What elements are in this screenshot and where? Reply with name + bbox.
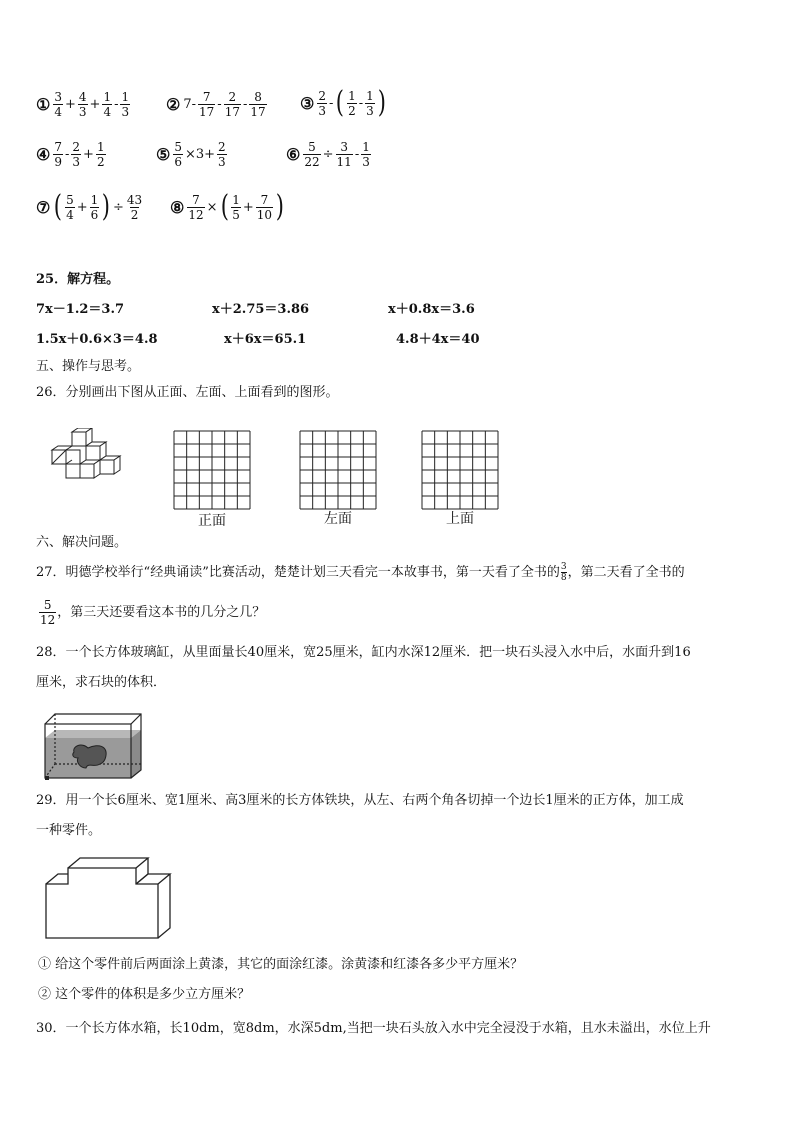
calc-expression-6 <box>286 140 372 169</box>
calc-expression-2 <box>166 90 268 119</box>
fraction-numerator: 2 <box>218 140 226 154</box>
fraction-denominator: 4 <box>103 105 112 119</box>
fraction-numerator: 1 <box>366 88 374 103</box>
fraction-denominator: 2 <box>96 155 105 169</box>
fraction <box>365 89 375 118</box>
q29-line-2: 一种零件。 <box>36 823 102 838</box>
left-view-grid <box>299 430 377 510</box>
q27-fraction-1-numerator: 3 <box>560 562 567 572</box>
fraction <box>120 90 130 119</box>
fraction-denominator: 9 <box>54 155 62 169</box>
fraction <box>361 140 371 169</box>
calc-number-1: ① <box>36 95 51 114</box>
front-view-grid <box>173 430 251 510</box>
fraction-numerator: 43 <box>126 192 143 207</box>
fraction <box>249 90 266 119</box>
fraction <box>256 193 273 222</box>
operator: - <box>242 97 248 112</box>
fraction <box>173 140 183 169</box>
parenthesis: ( <box>336 85 345 120</box>
q27-fraction-2-numerator: 5 <box>43 598 52 612</box>
q25-equation-2: x＋2.75＝3.86 <box>212 302 310 317</box>
q25-equation-3: x＋0.8x＝3.6 <box>388 302 475 317</box>
fraction-numerator: 1 <box>90 192 99 207</box>
q27-line-2 <box>38 598 265 627</box>
operator: - <box>114 97 119 112</box>
q25-equation-5: x＋6x＝65.1 <box>224 332 307 347</box>
fraction-numerator: 2 <box>228 90 237 104</box>
q25-title: 25．解方程。 <box>36 272 120 287</box>
operator: - <box>358 95 364 111</box>
fraction <box>78 90 88 119</box>
fraction-numerator: 5 <box>308 140 316 154</box>
calc-expression-8 <box>170 189 286 224</box>
operator: + <box>64 97 76 112</box>
parenthesis: ) <box>102 189 111 224</box>
fraction-denominator: 5 <box>232 207 240 222</box>
calc-expression-5 <box>156 140 228 169</box>
fraction-numerator: 7 <box>54 140 62 154</box>
q25-equation-4: 1.5x＋0.6×3＝4.8 <box>36 332 158 347</box>
fraction-numerator: 1 <box>96 140 105 154</box>
q27-text-part2: ，第二天看了全书的 <box>567 564 685 580</box>
fraction <box>303 140 320 169</box>
q29-line-1: 29．用一个长6厘米、宽1厘米、高3厘米的长方体铁块，从左、右两个角各切掉一个边长1厘米的正方体，加工成 <box>36 793 684 808</box>
fraction-numerator: 1 <box>121 90 130 104</box>
calc-number-3: ③ <box>300 93 315 113</box>
fraction <box>198 90 215 119</box>
fraction <box>231 193 241 222</box>
operator: - <box>354 147 360 162</box>
q27-line-1 <box>36 562 685 583</box>
operator: + <box>83 147 94 162</box>
parenthesis: ( <box>220 189 229 224</box>
operator: - <box>217 97 222 112</box>
fraction-denominator: 6 <box>90 207 99 222</box>
fraction-denominator: 3 <box>72 155 81 169</box>
fraction-denominator: 22 <box>304 155 320 169</box>
machined-part-figure <box>44 856 184 942</box>
glass-tank-figure <box>42 702 146 782</box>
calc-number-8: ⑧ <box>170 197 185 217</box>
operator: + <box>89 97 101 112</box>
fraction <box>102 90 112 119</box>
fraction-denominator: 3 <box>362 155 370 169</box>
calc-number-4: ④ <box>36 145 51 164</box>
q30-line-1: 30．一个长方体水箱，长10dm，宽8dm，水深5dm,当把一块石头放入水中完全浸没于水箱，且水未溢出，水位上升 <box>36 1021 711 1036</box>
fraction-denominator: 17 <box>224 105 240 119</box>
q27-fraction-2 <box>39 598 56 627</box>
q28-line-1: 28．一个长方体玻璃缸，从里面量长40厘米，宽25厘米，缸内水深12厘米．把一块石头浸入水中后，水面升到16 <box>36 645 691 660</box>
parenthesis: ) <box>275 189 285 224</box>
operator: ÷ <box>322 147 334 162</box>
fraction-numerator: 4 <box>78 90 87 104</box>
q27-text-part3: ，第三天还要看这本书的几分之几？ <box>57 604 266 620</box>
fraction-denominator: 3 <box>121 105 130 119</box>
operator: ×3+ <box>184 147 216 162</box>
q25-equation-6: 4.8＋4x＝40 <box>396 332 480 347</box>
calc-number-6: ⑥ <box>286 145 301 164</box>
fraction-numerator: 5 <box>174 140 182 154</box>
fraction-numerator: 1 <box>362 140 370 154</box>
operator: - <box>64 147 70 162</box>
operator: + <box>242 199 254 215</box>
fraction-denominator: 3 <box>366 103 374 118</box>
calc-expression-1 <box>36 90 131 119</box>
fraction-denominator: 2 <box>130 207 139 222</box>
fraction-numerator: 3 <box>54 90 62 104</box>
fraction <box>336 140 353 169</box>
q29-subquestion-2: ② 这个零件的体积是多少立方厘米？ <box>38 987 251 1002</box>
q27-fraction-2-denominator: 12 <box>40 613 56 627</box>
fraction-numerator: 2 <box>318 88 326 103</box>
q27-fraction-1-denominator: 8 <box>560 573 567 583</box>
fraction <box>347 89 357 118</box>
fraction <box>224 90 241 119</box>
calc-number-5: ⑤ <box>156 145 171 164</box>
fraction-denominator: 12 <box>188 207 204 222</box>
parenthesis: ( <box>54 189 63 224</box>
fraction-denominator: 4 <box>66 207 74 222</box>
fraction-numerator: 7 <box>192 192 200 207</box>
left-view-label: 左面 <box>324 511 352 527</box>
fraction <box>65 193 75 222</box>
fraction-denominator: 3 <box>318 103 326 118</box>
fraction-denominator: 11 <box>336 155 352 169</box>
fraction-denominator: 17 <box>250 105 266 119</box>
fraction-numerator: 2 <box>72 140 81 154</box>
fraction <box>96 140 106 169</box>
fraction <box>71 140 81 169</box>
calc-number-7: ⑦ <box>36 197 51 217</box>
q27-text-part1: 27．明德学校举行“经典诵读”比赛活动，楚楚计划三天看完一本故事书，第一天看了全书的 <box>36 564 560 580</box>
fraction <box>53 90 63 119</box>
fraction <box>217 140 227 169</box>
fraction-denominator: 17 <box>199 105 215 119</box>
fraction-denominator: 4 <box>54 105 62 119</box>
fraction-denominator: 6 <box>174 155 182 169</box>
fraction-numerator: 7 <box>260 192 269 207</box>
fraction <box>53 140 63 169</box>
top-view-label: 上面 <box>446 511 474 527</box>
fraction <box>90 193 100 222</box>
parenthesis: ) <box>377 85 386 120</box>
fraction-numerator: 1 <box>232 192 240 207</box>
fraction-denominator: 10 <box>256 207 273 222</box>
calc-expression-3 <box>300 85 388 120</box>
operator: × <box>206 199 218 215</box>
operator: 7- <box>183 97 197 112</box>
calc-expression-4 <box>36 140 107 169</box>
q28-line-2: 厘米，求石块的体积． <box>36 675 167 690</box>
q25-equation-1: 7x－1.2＝3.7 <box>36 302 125 317</box>
section-5-heading: 五、操作与思考。 <box>36 359 141 374</box>
fraction <box>187 193 204 222</box>
calc-expression-7 <box>36 189 144 224</box>
fraction <box>317 89 327 118</box>
fraction-numerator: 5 <box>66 192 74 207</box>
front-view-label: 正面 <box>198 513 226 529</box>
fraction-numerator: 8 <box>254 90 262 104</box>
calc-number-2: ② <box>166 95 181 114</box>
q26-title: 26．分别画出下图从正面、左面、上面看到的图形。 <box>36 385 339 400</box>
fraction-denominator: 3 <box>218 155 226 169</box>
cube-stack-figure <box>44 428 124 498</box>
fraction-numerator: 1 <box>103 90 112 104</box>
operator: ÷ <box>112 199 124 215</box>
fraction-numerator: 7 <box>202 90 211 104</box>
q29-subquestion-1: ① 给这个零件前后两面涂上黄漆，其它的面涂红漆。涂黄漆和红漆各多少平方厘米？ <box>38 957 524 972</box>
q27-fraction-1 <box>561 562 567 583</box>
fraction-numerator: 3 <box>340 140 348 154</box>
operator: - <box>328 95 334 111</box>
section-6-heading: 六、解决问题。 <box>36 535 128 550</box>
fraction-numerator: 1 <box>348 88 356 103</box>
fraction <box>126 193 143 222</box>
fraction-denominator: 3 <box>78 105 87 119</box>
fraction-denominator: 2 <box>348 103 356 118</box>
operator: + <box>76 199 88 215</box>
top-view-grid <box>421 430 499 510</box>
